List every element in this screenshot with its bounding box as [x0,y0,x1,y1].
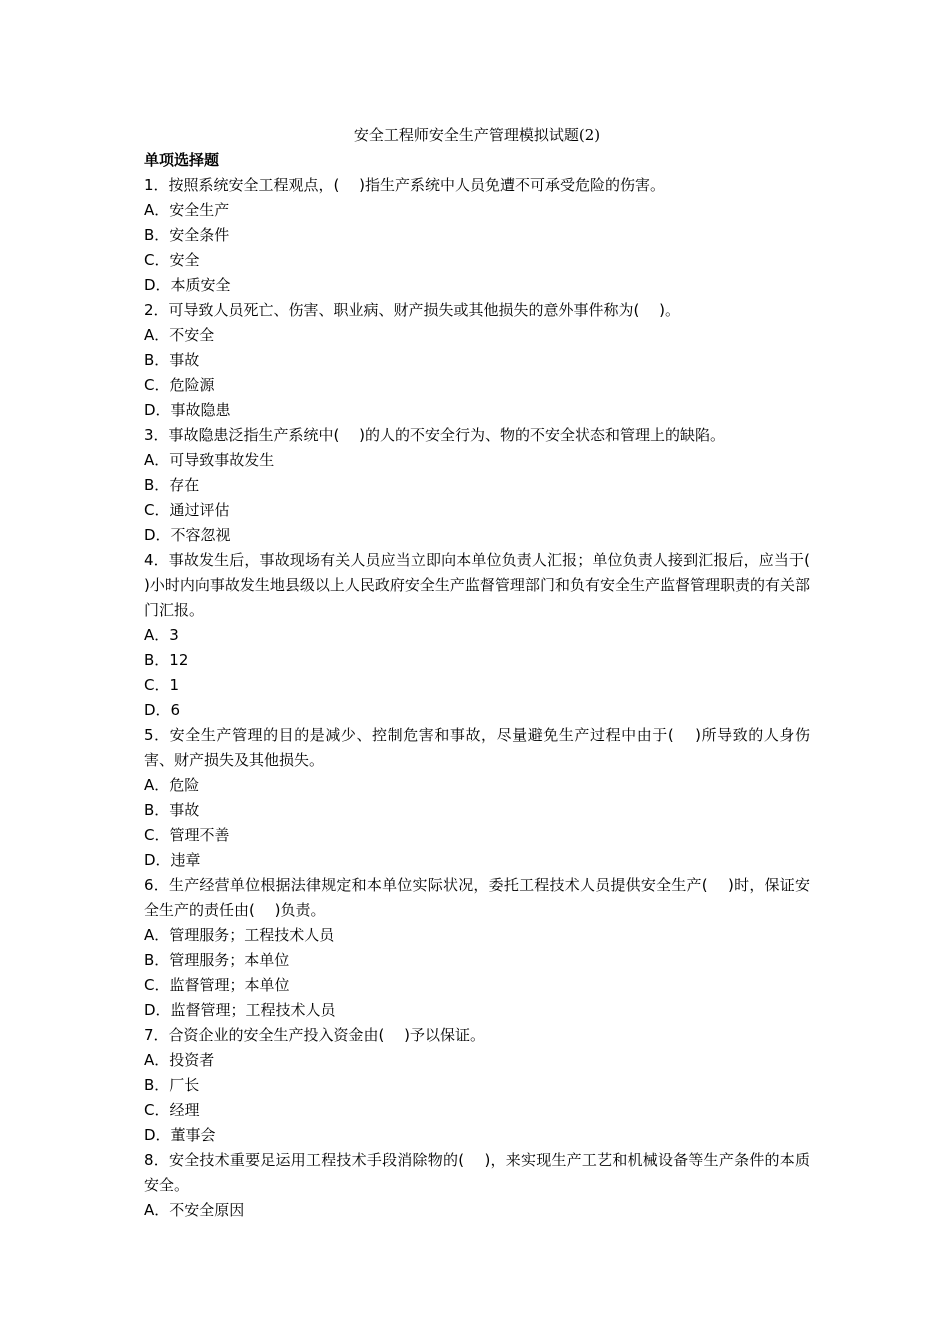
question-7 [144,1023,810,1148]
option-b: B．安全条件 [144,226,230,244]
option-b: B．12 [144,651,189,669]
option-a: A．危险 [144,776,200,794]
question-text: 6．生产经营单位根据法律规定和本单位实际状况，委托工程技术人员提供安全生产( )时，保证安全生产的责任由( )负责。 [144,876,810,919]
option-d: D．监督管理；工程技术人员 [144,1001,336,1019]
option-d: D．事故隐患 [144,401,231,419]
option-a: A．不安全 [144,326,215,344]
option-a: A．3 [144,626,179,644]
question-text: 7．合资企业的安全生产投入资金由( )予以保证。 [144,1026,486,1044]
option-c: C．监督管理；本单位 [144,976,290,994]
question-1 [144,173,810,298]
option-c: C．安全 [144,251,200,269]
option-b: B．存在 [144,476,200,494]
option-d: D．违章 [144,851,201,869]
question-5 [144,723,810,873]
document-title: 安全工程师安全生产管理模拟试题(2) [353,126,601,144]
option-c: C．1 [144,676,180,694]
question-text: 2．可导致人员死亡、伤害、职业病、财产损失或其他损失的意外事件称为( )。 [144,301,681,319]
option-a: A．可导致事故发生 [144,451,275,469]
question-text: 3．事故隐患泛指生产系统中( )的人的不安全行为、物的不安全状态和管理上的缺陷。 [144,426,726,444]
option-d: D．6 [144,701,181,719]
option-b: B．厂长 [144,1076,200,1094]
option-b: B．事故 [144,801,200,819]
option-c: C．危险源 [144,376,215,394]
option-a: A．安全生产 [144,201,230,219]
question-4 [144,548,830,723]
question-text: 8．安全技术重要足运用工程技术手段消除物的( )，来实现生产工艺和机械设备等生产条件的本质安全。 [144,1151,810,1194]
question-8 [144,1148,810,1223]
option-b: B．管理服务；本单位 [144,951,290,969]
question-text: 1．按照系统安全工程观点，( )指生产系统中人员免遭不可承受危险的伤害。 [144,176,666,194]
option-c: C．经理 [144,1101,200,1119]
option-b: B．事故 [144,351,200,369]
question-text: 4．事故发生后，事故现场有关人员应当立即向本单位负责人汇报；单位负责人接到汇报后，应当于( )小时内向事故发生地县级以上人民政府安全生产监督管理部门和负有安全生产监督管理职责的有关部门汇报。 [144,551,830,619]
option-a: A．投资者 [144,1051,215,1069]
option-d: D．本质安全 [144,276,231,294]
section-title: 单项选择题 [144,151,220,169]
question-6 [144,873,810,1023]
option-c: C．管理不善 [144,826,230,844]
option-d: D．董事会 [144,1126,216,1144]
question-text: 5．安全生产管理的目的是减少、控制危害和事故，尽量避免生产过程中由于( )所导致的人身伤害、财产损失及其他损失。 [144,726,810,769]
option-a: A．不安全原因 [144,1201,245,1219]
option-d: D．不容忽视 [144,526,231,544]
question-2 [144,298,810,423]
document-page [144,123,830,1223]
option-c: C．通过评估 [144,501,230,519]
question-3 [144,423,810,548]
option-a: A．管理服务；工程技术人员 [144,926,335,944]
